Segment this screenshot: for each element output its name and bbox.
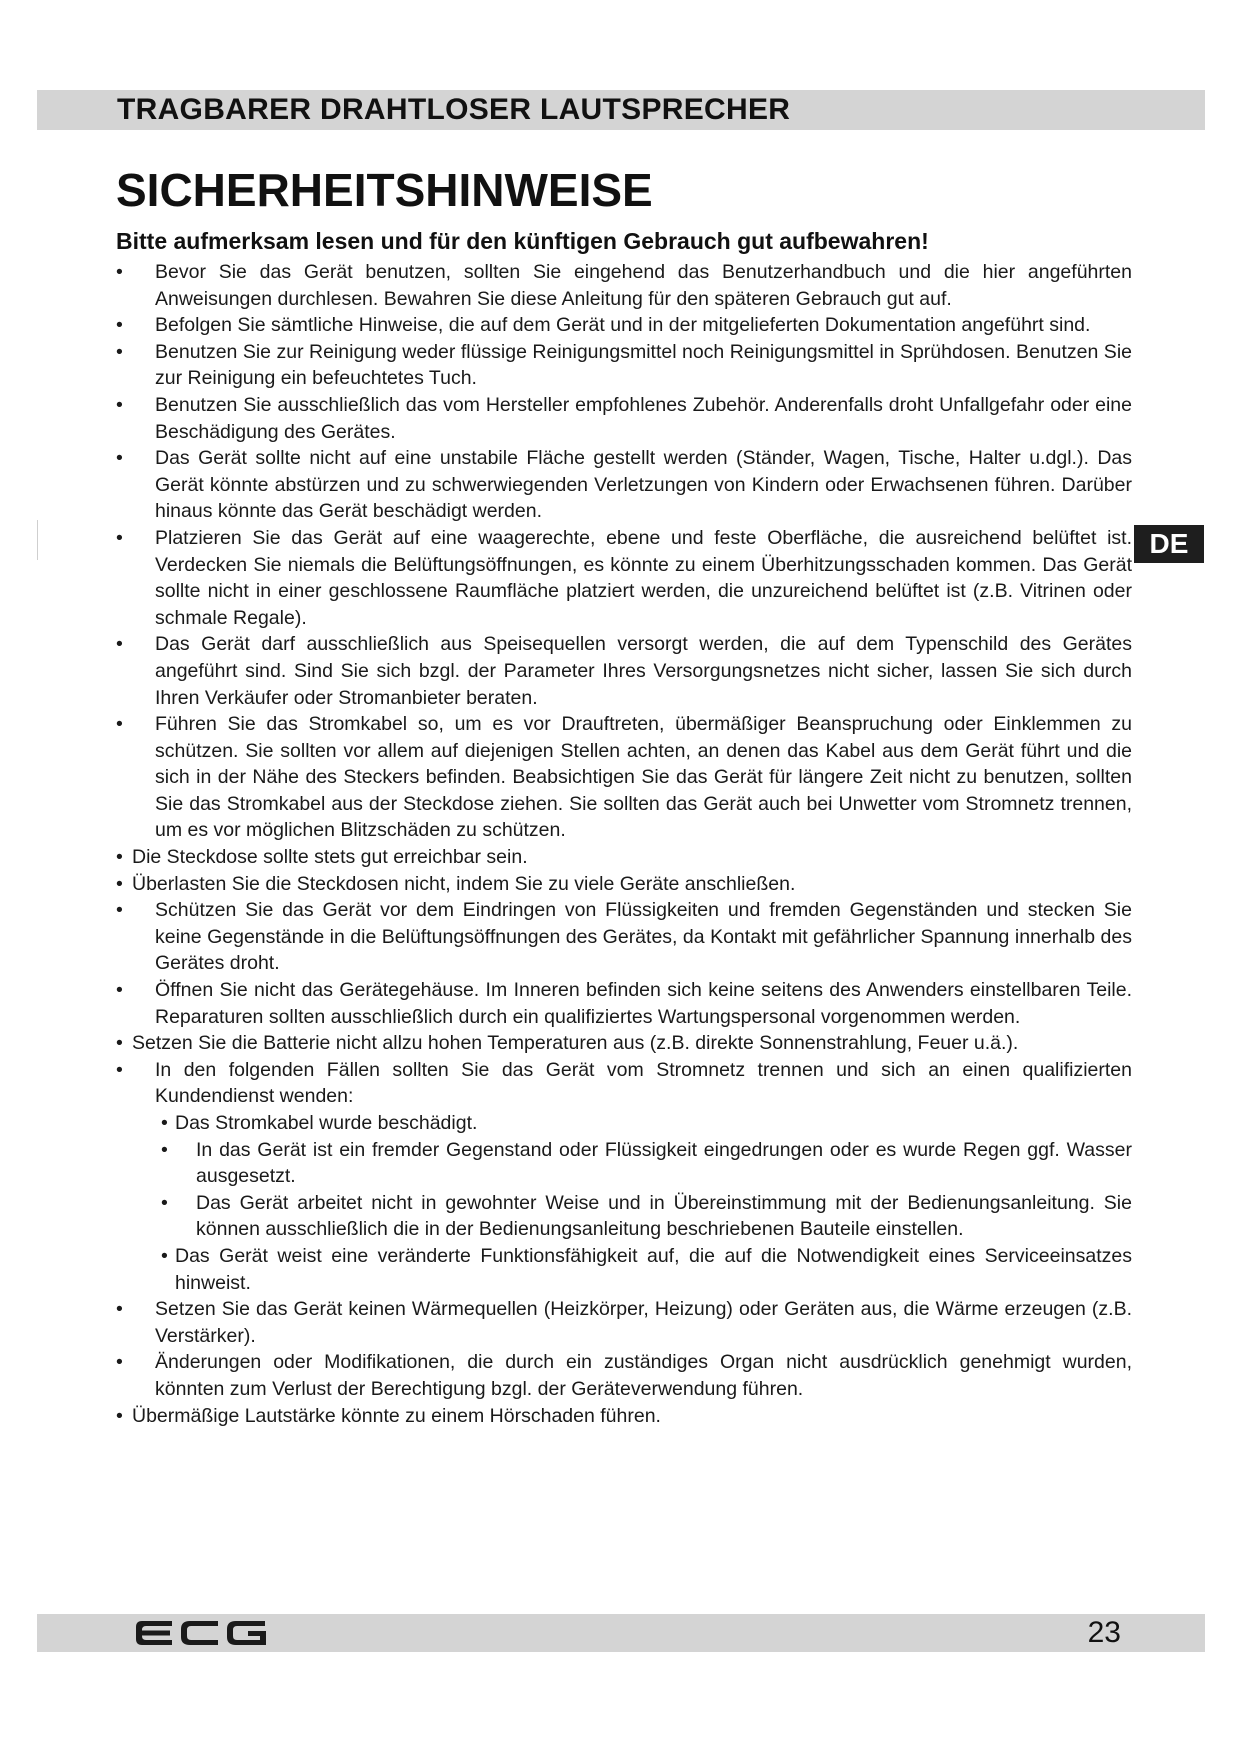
list-item: • Änderungen oder Modifikationen, die durch ein zuständiges Organ nicht ausdrücklich genehmigt wurden, könnten zum Verlust der Berechtigung bzgl. der Geräteverwendung führen. [116,1349,1132,1402]
list-item: • Setzen Sie das Gerät keinen Wärmequellen (Heizkörper, Heizung) oder Geräten aus, die Wärme erzeugen (z.B. Verstärker). [116,1296,1132,1349]
header-title: TRAGBARER DRAHTLOSER LAUTSPRECHER [117,93,791,126]
page-number: 23 [1087,1616,1121,1649]
list-item: • Bevor Sie das Gerät benutzen, sollten Sie eingehend das Benutzerhandbuch und die hier angeführten Anweisungen durchlesen. Bewahren Sie diese Anleitung für den späteren Gebrauch gut auf. [116,259,1132,312]
list-item: • Öffnen Sie nicht das Gerätegehäuse. Im Inneren befinden sich keine seitens des Anwenders einstellbaren Teile. Reparaturen sollten ausschließlich durch ein qualifiziertes Wartungspersonal vorgenommen werden. [116,977,1132,1030]
sub-list-item: • In das Gerät ist ein fremder Gegenstand oder Flüssigkeit eingedrungen oder es wurde Regen ggf. Wasser ausgesetzt. [157,1137,1132,1190]
subtitle: Bitte aufmerksam lesen und für den künftigen Gebrauch gut aufbewahren! [116,228,929,254]
sub-list-item: • Das Gerät arbeitet nicht in gewohnter Weise und in Übereinstimmung mit der Bedienungsanleitung. Sie können ausschließlich die in der Bedienungsanleitung beschriebenen Bauteile einstellen. [157,1190,1132,1243]
list-item: • Überlasten Sie die Steckdosen nicht, indem Sie zu viele Geräte anschließen. [116,871,1132,898]
header-bar [37,90,1205,130]
list-item: • Setzen Sie die Batterie nicht allzu hohen Temperaturen aus (z.B. direkte Sonnenstrahlung, Feuer u.ä.). [116,1030,1132,1057]
list-item: • Schützen Sie das Gerät vor dem Eindringen von Flüssigkeiten und fremden Gegenständen und stecken Sie keine Gegenstände in die Belüftungsöffnungen des Gerätes, da Kontakt mit gefährlicher Spannung innerhalb des Gerätes droht. [116,897,1132,977]
footer-bar [37,1614,1205,1652]
margin-mark [37,520,38,560]
ecg-logo [132,1618,282,1648]
sub-list-item: • Das Stromkabel wurde beschädigt. [157,1110,1132,1137]
list-item: • In den folgenden Fällen sollten Sie das Gerät vom Stromnetz trennen und sich an einen qualifizierten Kundendienst wenden: [116,1057,1132,1110]
list-item: • Übermäßige Lautstärke könnte zu einem Hörschaden führen. [116,1403,1132,1430]
list-item: • Die Steckdose sollte stets gut erreichbar sein. [116,844,1132,871]
list-item: • Führen Sie das Stromkabel so, um es vor Drauftreten, übermäßiger Beanspruchung oder Einklemmen zu schützen. Sie sollten vor allem auf diejenigen Stellen achten, an denen das Kabel aus dem Gerät führt und die sich in der Nähe des Steckers befinden. Beabsichtigen Sie das Gerät für längere Zeit nicht zu benutzen, sollten Sie das Stromkabel aus der Steckdose ziehen. Sie sollten das Gerät auch bei Unwetter vom Stromnetz trennen, um es vor möglichen Blitzschäden zu schützen. [116,711,1132,844]
safety-instructions-list [116,259,1132,1429]
page-title: SICHERHEITSHINWEISE [116,164,653,216]
language-badge: DE [1134,525,1204,563]
list-item: • Befolgen Sie sämtliche Hinweise, die auf dem Gerät und in der mitgelieferten Dokumentation angeführt sind. [116,312,1132,339]
list-item: • Benutzen Sie ausschließlich das vom Hersteller empfohlenes Zubehör. Anderenfalls droht Unfallgefahr oder eine Beschädigung des Gerätes. [116,392,1132,445]
list-item: • Benutzen Sie zur Reinigung weder flüssige Reinigungsmittel noch Reinigungsmittel in Sprühdosen. Benutzen Sie zur Reinigung ein befeuchtetes Tuch. [116,339,1132,392]
sub-list-item: • Das Gerät weist eine veränderte Funktionsfähigkeit auf, die auf die Notwendigkeit eines Serviceeinsatzes hinweist. [157,1243,1132,1296]
list-item: • Das Gerät sollte nicht auf eine unstabile Fläche gestellt werden (Ständer, Wagen, Tische, Halter u.dgl.). Das Gerät könnte abstürzen und zu schwerwiegenden Verletzungen von Kindern oder Erwachsenen führen. Darüber hinaus könnte das Gerät beschädigt werden. [116,445,1132,525]
list-item: • Platzieren Sie das Gerät auf eine waagerechte, ebene und feste Oberfläche, die ausreichend belüftet ist. Verdecken Sie niemals die Belüftungsöffnungen, es könnte zu einem Überhitzungsschaden kommen. Das Gerät sollte nicht in einer geschlossene Raumfläche platziert werden, die unzureichend belüftet ist (z.B. Vitrinen oder schmale Regale). [116,525,1132,631]
list-item: • Das Gerät darf ausschließlich aus Speisequellen versorgt werden, die auf dem Typenschild des Gerätes angeführt sind. Sind Sie sich bzgl. der Parameter Ihres Versorgungsnetzes nicht sicher, lassen Sie sich durch Ihren Verkäufer oder Stromanbieter beraten. [116,631,1132,711]
